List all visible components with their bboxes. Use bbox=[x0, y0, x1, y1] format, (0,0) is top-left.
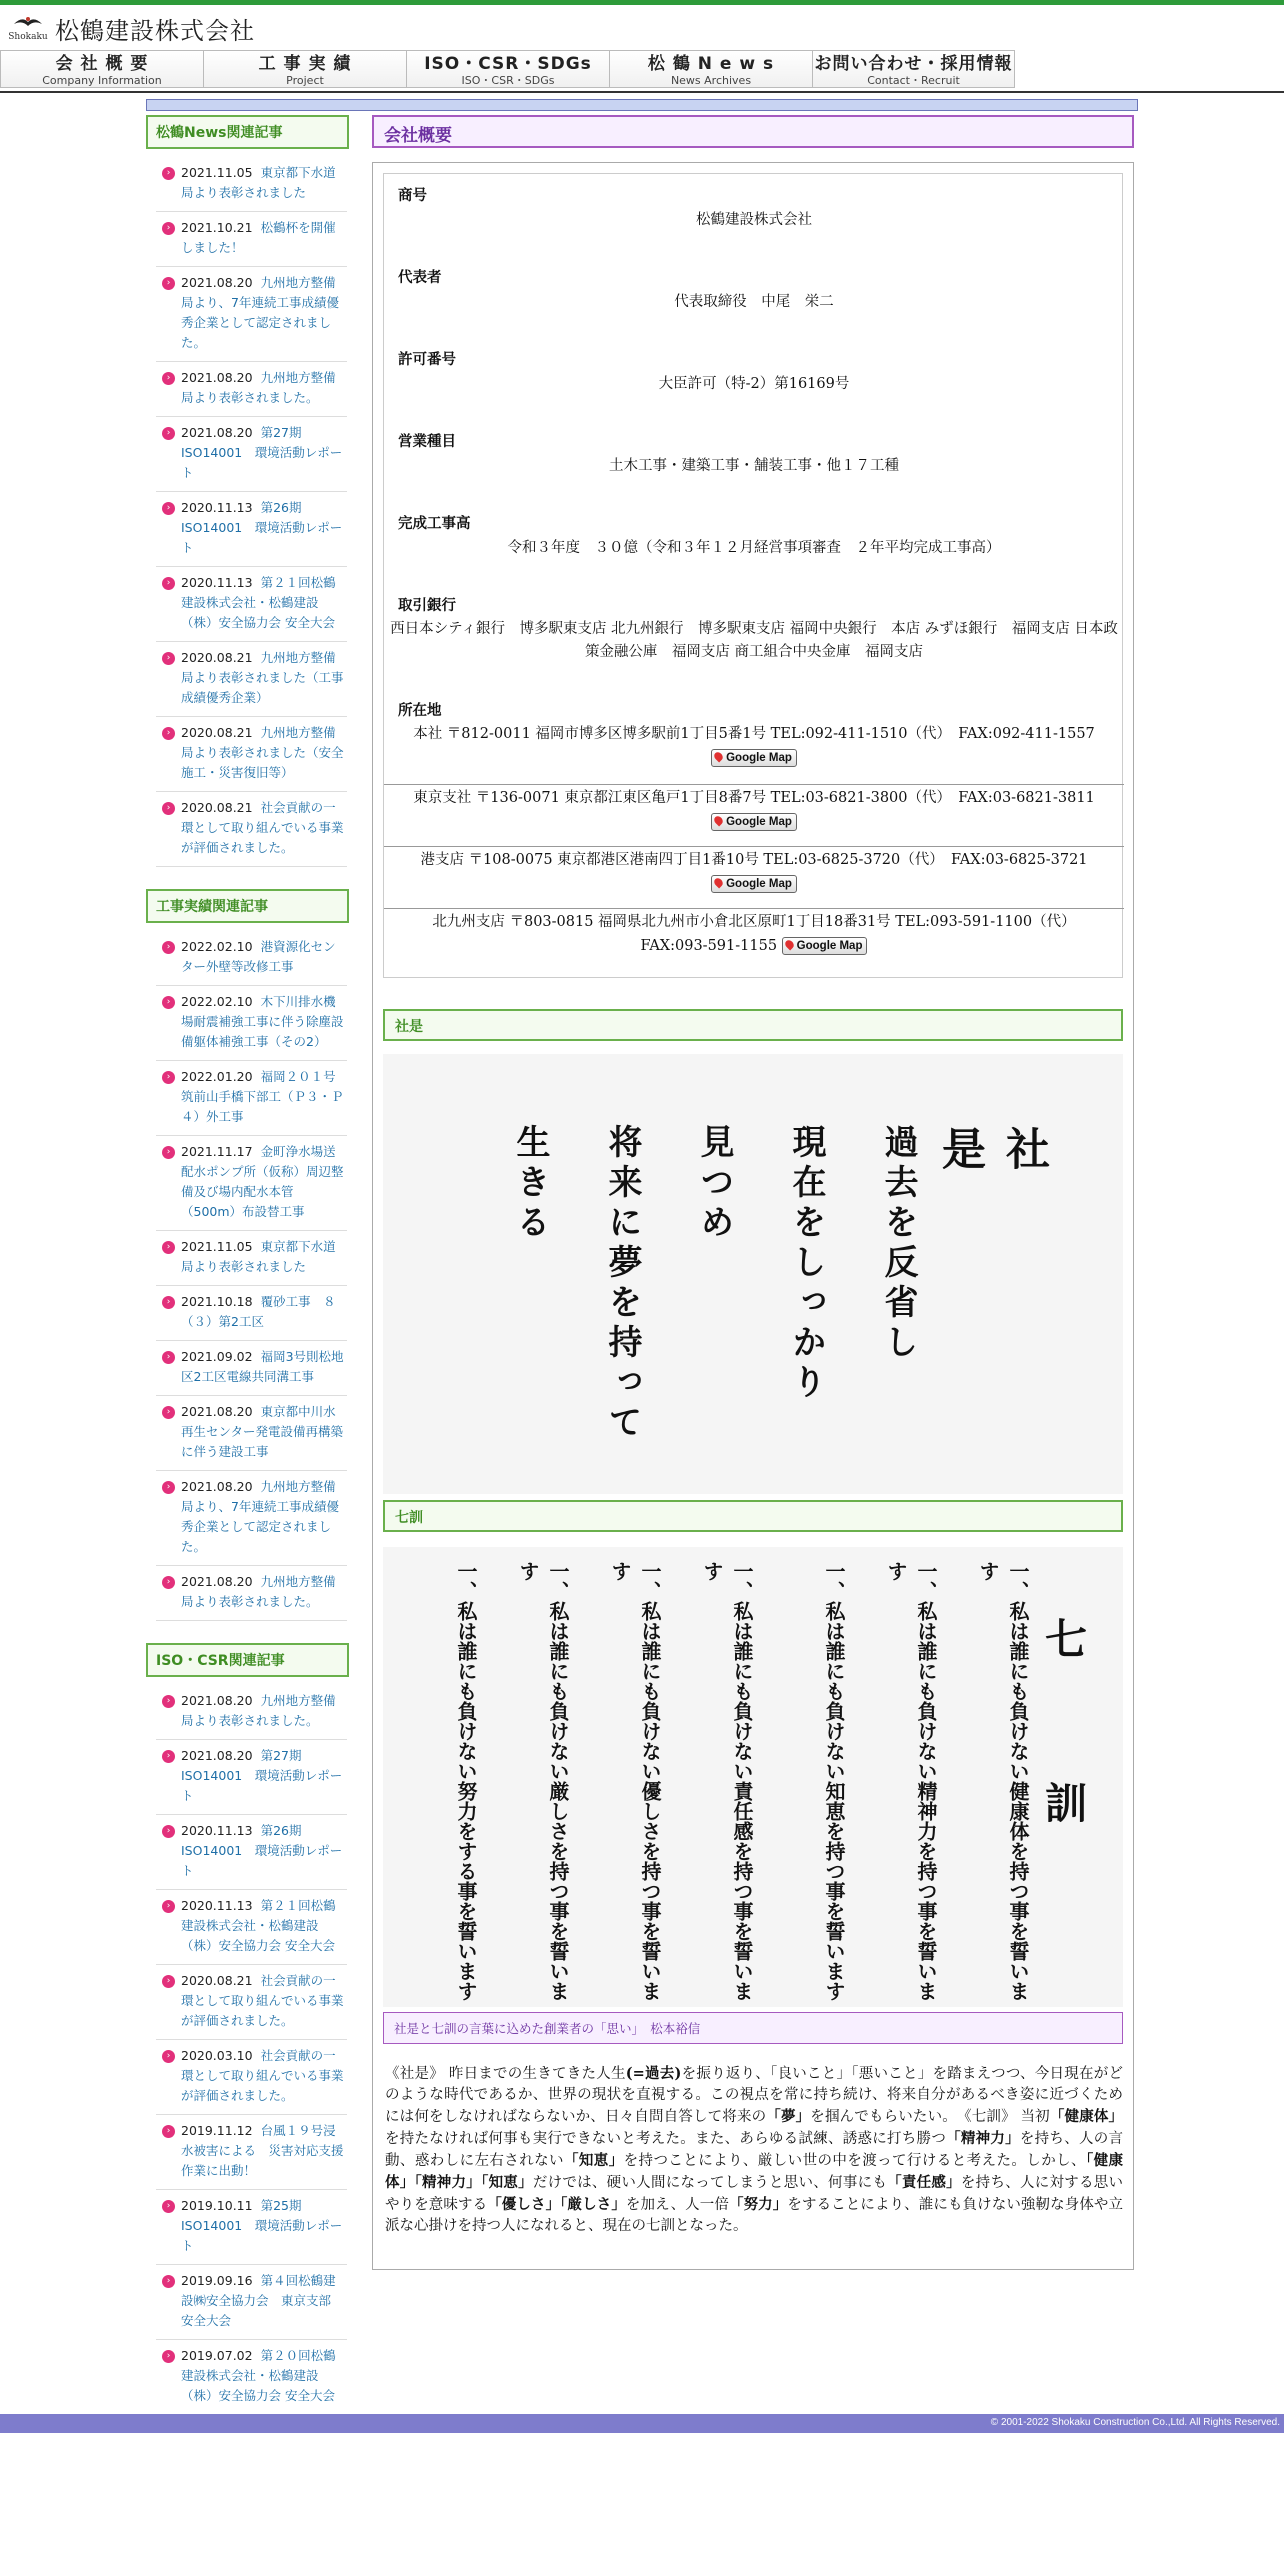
map-pin-icon bbox=[713, 814, 725, 826]
value-rep: 代表取締役 中尾 栄二 bbox=[674, 294, 834, 310]
sidebar-article-link[interactable] bbox=[156, 1566, 347, 1621]
article-date: 2019.07.02 bbox=[181, 2348, 253, 2363]
shichikun-title: 七 訓 bbox=[1039, 1617, 1088, 1863]
msg-emph: (=過去) bbox=[625, 2065, 682, 2082]
shichikun-line: 一、私は誰にも負けない責任感を持つ事を誓います bbox=[700, 1561, 754, 2001]
article-date: 2019.10.11 bbox=[181, 2198, 253, 2213]
sidebar-article-link[interactable] bbox=[156, 417, 347, 492]
article-date: 2021.08.20 bbox=[181, 1479, 253, 1494]
value-business: 土木工事・建築工事・舗装工事・他１７工種 bbox=[609, 458, 899, 474]
article-date: 2021.08.20 bbox=[181, 425, 253, 440]
arrow-bullet-icon: › bbox=[162, 2200, 175, 2213]
footer bbox=[0, 2414, 1284, 2433]
label-bank: 取引銀行 bbox=[398, 598, 456, 614]
label-sales: 完成工事高 bbox=[398, 516, 471, 532]
arrow-bullet-icon: › bbox=[162, 802, 175, 815]
label-permit: 許可番号 bbox=[398, 352, 456, 368]
news-list bbox=[156, 157, 347, 867]
nav-contact[interactable] bbox=[812, 50, 1015, 88]
nav-company[interactable] bbox=[0, 50, 203, 88]
article-title: 第26期ISO14001 環境活動レポート bbox=[181, 500, 343, 555]
article-date: 2019.11.12 bbox=[181, 2123, 253, 2138]
article-title: 第４回松鶴建設㈱安全協力会 東京支部 安全大会 bbox=[181, 2273, 336, 2328]
shichikun-line: 一、私は誰にも負けない厳しさを持つ事を誓います bbox=[516, 1561, 570, 2001]
label-business: 営業種目 bbox=[398, 434, 456, 450]
sidebar-article-link[interactable] bbox=[156, 1965, 347, 2040]
article-title: 松鶴杯を開催しました！ bbox=[181, 220, 336, 255]
sidebar-heading-iso: ISO・CSR関連記事 bbox=[146, 1643, 349, 1677]
sidebar-article-link[interactable] bbox=[156, 1286, 347, 1341]
value-banks: 西日本シティ銀行 博多駅東支店 北九州銀行 博多駅東支店 福岡中央銀行 本店 みずほ銀行 福岡支店 日本政策金融公庫 福岡支店 商工組合中央金庫 福岡支店 bbox=[390, 621, 1118, 660]
sidebar-article-link[interactable] bbox=[156, 2265, 347, 2340]
msg-emph: 「優しさ」「厳しさ」 bbox=[487, 2196, 626, 2213]
article-title: 第25期ISO14001 環境活動レポート bbox=[181, 2198, 343, 2253]
logo-text: Shokaku bbox=[8, 32, 48, 42]
arrow-bullet-icon: › bbox=[162, 1071, 175, 1084]
article-title: 港資源化センター外壁等改修工事 bbox=[181, 939, 336, 974]
arrow-bullet-icon: › bbox=[162, 222, 175, 235]
address-row bbox=[384, 848, 1124, 909]
arrow-bullet-icon: › bbox=[162, 2275, 175, 2288]
sidebar-article-link[interactable] bbox=[156, 362, 347, 417]
address-text: 港支店 〒108-0075 東京都港区港南四丁目1番10号 TEL:03-6825-3720（代） FAX:03-6825-3721 bbox=[420, 852, 1088, 868]
sidebar-article-link[interactable] bbox=[156, 792, 347, 867]
shaze-heading: 社是 bbox=[383, 1009, 1123, 1041]
quote-heading: 社是と七訓の言葉に込めた創業者の「思い」 松本裕信 bbox=[383, 2012, 1123, 2044]
arrow-bullet-icon: › bbox=[162, 1750, 175, 1763]
sidebar-article-link[interactable] bbox=[156, 1890, 347, 1965]
arrow-bullet-icon: › bbox=[162, 167, 175, 180]
arrow-bullet-icon: › bbox=[162, 2050, 175, 2063]
msg-text: をすることにより、誰にも負けない強靭な身体や立派な心掛けを持つ人になれると、現在の七訓となった。 bbox=[385, 2197, 1124, 2234]
article-title: 社会貢献の一環として取り組んでいる事業が評価されました。 bbox=[181, 2048, 344, 2103]
msg-text: を持ち、人の言動、惑わしに左右されない bbox=[385, 2131, 1123, 2169]
value-permit: 大臣許可（特-2）第16169号 bbox=[658, 376, 850, 392]
article-date: 2022.01.20 bbox=[181, 1069, 253, 1084]
msg-text: を持ち、人に対する思いやりを意味する bbox=[385, 2175, 1124, 2213]
shichikun-panel bbox=[383, 1547, 1123, 2007]
article-date: 2020.03.10 bbox=[181, 2048, 253, 2063]
arrow-bullet-icon: › bbox=[162, 1146, 175, 1159]
nav-label: ISO・CSR・SDGs bbox=[424, 54, 592, 74]
shichikun-line: 一、私は誰にも負けない知恵を持つ事を誓います bbox=[822, 1561, 846, 2001]
sidebar-article-link[interactable] bbox=[156, 1136, 347, 1231]
article-date: 2020.11.13 bbox=[181, 575, 253, 590]
address-text: 本社 〒812-0011 福岡市博多区博多駅前1丁目5番1号 TEL:092-411-1510（代） FAX:092-411-1557 bbox=[413, 726, 1095, 742]
crane-logo-icon bbox=[12, 14, 44, 30]
article-date: 2022.02.10 bbox=[181, 939, 253, 954]
article-title: 九州地方整備局より表彰されました。 bbox=[181, 1574, 336, 1609]
article-title: 第２１回松鶴建設株式会社・松鶴建設（株）安全協力会 安全大会 bbox=[181, 575, 336, 630]
nav-project[interactable] bbox=[203, 50, 406, 88]
arrow-bullet-icon: › bbox=[162, 1975, 175, 1988]
shaze-line: 過去を反省し bbox=[878, 1124, 918, 1364]
article-date: 2021.09.02 bbox=[181, 1349, 253, 1364]
google-map-button[interactable] bbox=[711, 813, 797, 831]
article-date: 2019.09.16 bbox=[181, 2273, 253, 2288]
main-box bbox=[372, 162, 1134, 2270]
msg-text: を掴んでもらいたい。 《七訓》 当初 bbox=[810, 2109, 1050, 2125]
msg-text: 《社是》 昨日までの生きてきた人生 bbox=[385, 2066, 626, 2082]
arrow-bullet-icon: › bbox=[162, 502, 175, 515]
arrow-bullet-icon: › bbox=[162, 2125, 175, 2138]
google-map-label: Google Map bbox=[726, 816, 792, 828]
google-map-label: Google Map bbox=[796, 940, 863, 952]
msg-text: を加え、人一倍 bbox=[625, 2197, 729, 2213]
article-title: 第２０回松鶴建設株式会社・松鶴建設（株）安全協力会 安全大会 bbox=[181, 2348, 336, 2403]
shichikun-line: 一、私は誰にも負けない努力をする事を誓います bbox=[454, 1561, 478, 2001]
sidebar-article-link[interactable] bbox=[156, 267, 347, 362]
nav-divider bbox=[0, 91, 1284, 93]
arrow-bullet-icon: › bbox=[162, 652, 175, 665]
sidebar-heading-news: 松鶴News関連記事 bbox=[146, 115, 349, 149]
arrow-bullet-icon: › bbox=[162, 577, 175, 590]
arrow-bullet-icon: › bbox=[162, 277, 175, 290]
article-title: 金町浄水場送配水ポンプ所（仮称）周辺整備及び場内配水本管（500m）布設替工事 bbox=[181, 1144, 344, 1219]
arrow-bullet-icon: › bbox=[162, 1296, 175, 1309]
sidebar-article-link[interactable] bbox=[156, 1685, 347, 1740]
google-map-button[interactable] bbox=[711, 875, 797, 893]
article-date: 2021.08.20 bbox=[181, 1574, 253, 1589]
founder-message bbox=[385, 2063, 1123, 2237]
google-map-label: Google Map bbox=[726, 752, 792, 764]
nav-sublabel: Company Information bbox=[42, 74, 162, 87]
sidebar-article-link[interactable] bbox=[156, 212, 347, 267]
google-map-button[interactable] bbox=[711, 749, 797, 767]
global-nav bbox=[0, 50, 1015, 88]
arrow-bullet-icon: › bbox=[162, 1695, 175, 1708]
article-title: 福岡3号則松地区2工区電線共同溝工事 bbox=[181, 1349, 344, 1384]
sidebar-article-link[interactable] bbox=[156, 492, 347, 567]
article-date: 2021.08.20 bbox=[181, 275, 253, 290]
arrow-bullet-icon: › bbox=[162, 372, 175, 385]
shichikun-line: 一、私は誰にも負けない健康体を持つ事を誓います bbox=[976, 1561, 1030, 2001]
sidebar-article-link[interactable] bbox=[156, 642, 347, 717]
sidebar-article-link[interactable] bbox=[156, 1471, 347, 1566]
shichikun-line: 一、私は誰にも負けない優しさを持つ事を誓います bbox=[608, 1561, 662, 2001]
sidebar-article-link[interactable] bbox=[156, 931, 347, 986]
logo[interactable] bbox=[6, 12, 50, 42]
sidebar bbox=[146, 115, 349, 2437]
article-date: 2020.11.13 bbox=[181, 1898, 253, 1913]
arrow-bullet-icon: › bbox=[162, 941, 175, 954]
nav-sublabel: Project bbox=[286, 74, 324, 87]
main-content bbox=[372, 115, 1134, 2234]
shaze-title: 社 是 bbox=[934, 1126, 1049, 1374]
article-date: 2021.08.20 bbox=[181, 1404, 253, 1419]
article-date: 2021.10.21 bbox=[181, 220, 253, 235]
article-date: 2021.11.17 bbox=[181, 1144, 253, 1159]
sidebar-heading-projects: 工事実績関連記事 bbox=[146, 889, 349, 923]
sidebar-article-link[interactable] bbox=[156, 157, 347, 212]
content-top-bar bbox=[146, 99, 1138, 111]
address-row bbox=[384, 722, 1124, 785]
msg-emph: 「責任感」 bbox=[887, 2174, 961, 2191]
arrow-bullet-icon: › bbox=[162, 2350, 175, 2363]
nav-label: 会 社 概 要 bbox=[55, 54, 149, 74]
address-row bbox=[384, 786, 1124, 847]
arrow-bullet-icon: › bbox=[162, 996, 175, 1009]
sidebar-article-link[interactable] bbox=[156, 1231, 347, 1286]
article-title: 第27期ISO14001 環境活動レポート bbox=[181, 425, 343, 480]
label-rep: 代表者 bbox=[398, 270, 442, 286]
iso-list bbox=[156, 1685, 347, 2415]
sidebar-article-link[interactable] bbox=[156, 1815, 347, 1890]
shaze-line: 現在をしっかり bbox=[786, 1124, 826, 1404]
article-date: 2020.08.21 bbox=[181, 1973, 253, 1988]
shaze-line: 見つめ bbox=[694, 1124, 734, 1244]
article-title: 第26期ISO14001 環境活動レポート bbox=[181, 1823, 343, 1878]
article-title: 九州地方整備局より、7年連続工事成績優秀企業として認定されました。 bbox=[181, 1479, 339, 1554]
arrow-bullet-icon: › bbox=[162, 1351, 175, 1364]
label-shogo: 商号 bbox=[398, 188, 427, 204]
sidebar-article-link[interactable] bbox=[156, 1396, 347, 1471]
article-title: 九州地方整備局より、7年連続工事成績優秀企業として認定されました。 bbox=[181, 275, 339, 350]
arrow-bullet-icon: › bbox=[162, 1481, 175, 1494]
article-title: 第27期ISO14001 環境活動レポート bbox=[181, 1748, 343, 1803]
nav-sublabel: Contact・Recruit bbox=[867, 74, 960, 87]
google-map-button[interactable] bbox=[782, 937, 868, 955]
sidebar-article-link[interactable] bbox=[156, 1341, 347, 1396]
article-date: 2020.08.21 bbox=[181, 725, 253, 740]
msg-text: を持つことにより、厳しい世の中を渡って行けると考えた。しかし、 bbox=[623, 2153, 1086, 2169]
projects-list bbox=[156, 931, 347, 1621]
article-date: 2022.02.10 bbox=[181, 994, 253, 1009]
msg-emph: 「健康体」 bbox=[1049, 2108, 1124, 2125]
shaze-panel bbox=[383, 1054, 1123, 1494]
nav-news[interactable] bbox=[609, 50, 812, 88]
shaze-line: 将来に夢を持って bbox=[602, 1124, 642, 1444]
copyright: © 2001-2022 Shokaku Construction Co.,Ltd. All Rights Reserved. bbox=[990, 2417, 1280, 2428]
article-date: 2021.11.05 bbox=[181, 165, 253, 180]
msg-emph: 「精神力」 bbox=[946, 2130, 1020, 2147]
map-pin-icon bbox=[713, 750, 725, 762]
msg-text: だけでは、硬い人間になってしまうと思い、何事にも bbox=[532, 2175, 888, 2191]
arrow-bullet-icon: › bbox=[162, 1241, 175, 1254]
address-row bbox=[384, 910, 1124, 974]
top-accent-bar bbox=[0, 0, 1284, 5]
nav-iso[interactable] bbox=[406, 50, 609, 88]
article-title: 東京都中川水再生センター発電設備再構築に伴う建設工事 bbox=[181, 1404, 344, 1459]
msg-emph: 「知恵」 bbox=[563, 2152, 624, 2169]
nav-label: 工 事 実 績 bbox=[258, 54, 352, 74]
value-sales: 令和３年度 ３０億（令和３年１２月経営事項審査 ２年平均完成工事高） bbox=[507, 540, 1001, 556]
sidebar-article-link[interactable] bbox=[156, 2190, 347, 2265]
article-title: 九州地方整備局より表彰されました（安全施工・災害復旧等） bbox=[181, 725, 344, 780]
sidebar-article-link[interactable] bbox=[156, 2040, 347, 2115]
nav-label: 松 鶴 N e w s bbox=[647, 54, 775, 74]
msg-text: を持たなければ何事も実行できないと考えた。また、あらゆる試練、誘惑に打ち勝つ bbox=[385, 2131, 947, 2147]
google-map-label: Google Map bbox=[726, 878, 792, 890]
nav-label: お問い合わせ・採用情報 bbox=[814, 54, 1013, 74]
article-title: 社会貢献の一環として取り組んでいる事業が評価されました。 bbox=[181, 800, 344, 855]
sidebar-article-link[interactable] bbox=[156, 2115, 347, 2190]
arrow-bullet-icon: › bbox=[162, 427, 175, 440]
article-title: 九州地方整備局より表彰されました（工事成績優秀企業） bbox=[181, 650, 344, 705]
article-title: 台風１９号浸水被害による 災害対応支援作業に出動！ bbox=[181, 2123, 344, 2178]
article-date: 2021.08.20 bbox=[181, 370, 253, 385]
article-title: 覆砂工事 ８（３）第2工区 bbox=[181, 1294, 336, 1329]
article-title: 東京都下水道局より表彰されました bbox=[181, 1239, 336, 1274]
msg-emph: 「努力」 bbox=[728, 2196, 788, 2213]
map-pin-icon bbox=[713, 876, 725, 888]
address-text: 北九州支店 〒803-0815 福岡県北九州市小倉北区原町1丁目18番31号 TEL:093-591-1100（代） FAX:093-591-1155 bbox=[432, 914, 1076, 954]
value-shogo: 松鶴建設株式会社 bbox=[696, 212, 812, 228]
article-title: 社会貢献の一環として取り組んでいる事業が評価されました。 bbox=[181, 1973, 344, 2028]
article-date: 2020.11.13 bbox=[181, 500, 253, 515]
address-text: 東京支社 〒136-0071 東京都江東区亀戸1丁目8番7号 TEL:03-6821-3800（代） FAX:03-6821-3811 bbox=[413, 790, 1095, 806]
article-date: 2021.10.18 bbox=[181, 1294, 253, 1309]
sidebar-article-link[interactable] bbox=[156, 2340, 347, 2415]
shaze-line: 生きる bbox=[510, 1124, 550, 1244]
article-date: 2020.08.21 bbox=[181, 650, 253, 665]
article-title: 第２１回松鶴建設株式会社・松鶴建設（株）安全協力会 安全大会 bbox=[181, 1898, 336, 1953]
arrow-bullet-icon: › bbox=[162, 727, 175, 740]
article-title: 福岡２０１号筑前山手橋下部工（Ｐ３・Ｐ４）外工事 bbox=[181, 1069, 344, 1124]
article-date: 2021.08.20 bbox=[181, 1748, 253, 1763]
nav-sublabel: News Archives bbox=[670, 74, 752, 87]
map-pin-icon bbox=[783, 938, 795, 950]
page-title: 会社概要 bbox=[372, 115, 1134, 148]
msg-emph: 「健康体」「精神力」「知恵」 bbox=[385, 2152, 1124, 2191]
arrow-bullet-icon: › bbox=[162, 1825, 175, 1838]
nav-sublabel: ISO・CSR・SDGs bbox=[461, 74, 555, 87]
article-title: 東京都下水道局より表彰されました bbox=[181, 165, 336, 200]
sidebar-article-link[interactable] bbox=[156, 717, 347, 792]
shichikun-line: 一、私は誰にも負けない精神力を持つ事を誓います bbox=[884, 1561, 938, 2001]
sidebar-article-link[interactable] bbox=[156, 567, 347, 642]
shichikun-heading: 七訓 bbox=[383, 1500, 1123, 1532]
article-date: 2020.11.13 bbox=[181, 1823, 253, 1838]
article-title: 九州地方整備局より表彰されました。 bbox=[181, 1693, 336, 1728]
company-name[interactable]: 松鶴建設株式会社 bbox=[55, 17, 255, 45]
article-title: 木下川排水機場耐震補強工事に伴う除塵設備躯体補強工事（その2） bbox=[181, 994, 344, 1049]
arrow-bullet-icon: › bbox=[162, 1576, 175, 1589]
msg-text: を振り返り、「良いこと」「悪いこと」を踏まえつつ、今日現在がどのような時代であるか、世界の現状を直視する。この視点を常に持ち続け、将来自分があるべき姿に近づくためには何をしなければならないか、日々自問自答して将来の bbox=[385, 2066, 1123, 2125]
company-info bbox=[383, 173, 1123, 978]
arrow-bullet-icon: › bbox=[162, 1406, 175, 1419]
arrow-bullet-icon: › bbox=[162, 1900, 175, 1913]
article-date: 2021.11.05 bbox=[181, 1239, 253, 1254]
msg-emph: 「夢」 bbox=[766, 2108, 811, 2125]
article-title: 九州地方整備局より表彰されました。 bbox=[181, 370, 336, 405]
label-address: 所在地 bbox=[398, 703, 442, 719]
article-date: 2021.08.20 bbox=[181, 1693, 253, 1708]
sidebar-article-link[interactable] bbox=[156, 1061, 347, 1136]
sidebar-article-link[interactable] bbox=[156, 986, 347, 1061]
sidebar-article-link[interactable] bbox=[156, 1740, 347, 1815]
article-date: 2020.08.21 bbox=[181, 800, 253, 815]
